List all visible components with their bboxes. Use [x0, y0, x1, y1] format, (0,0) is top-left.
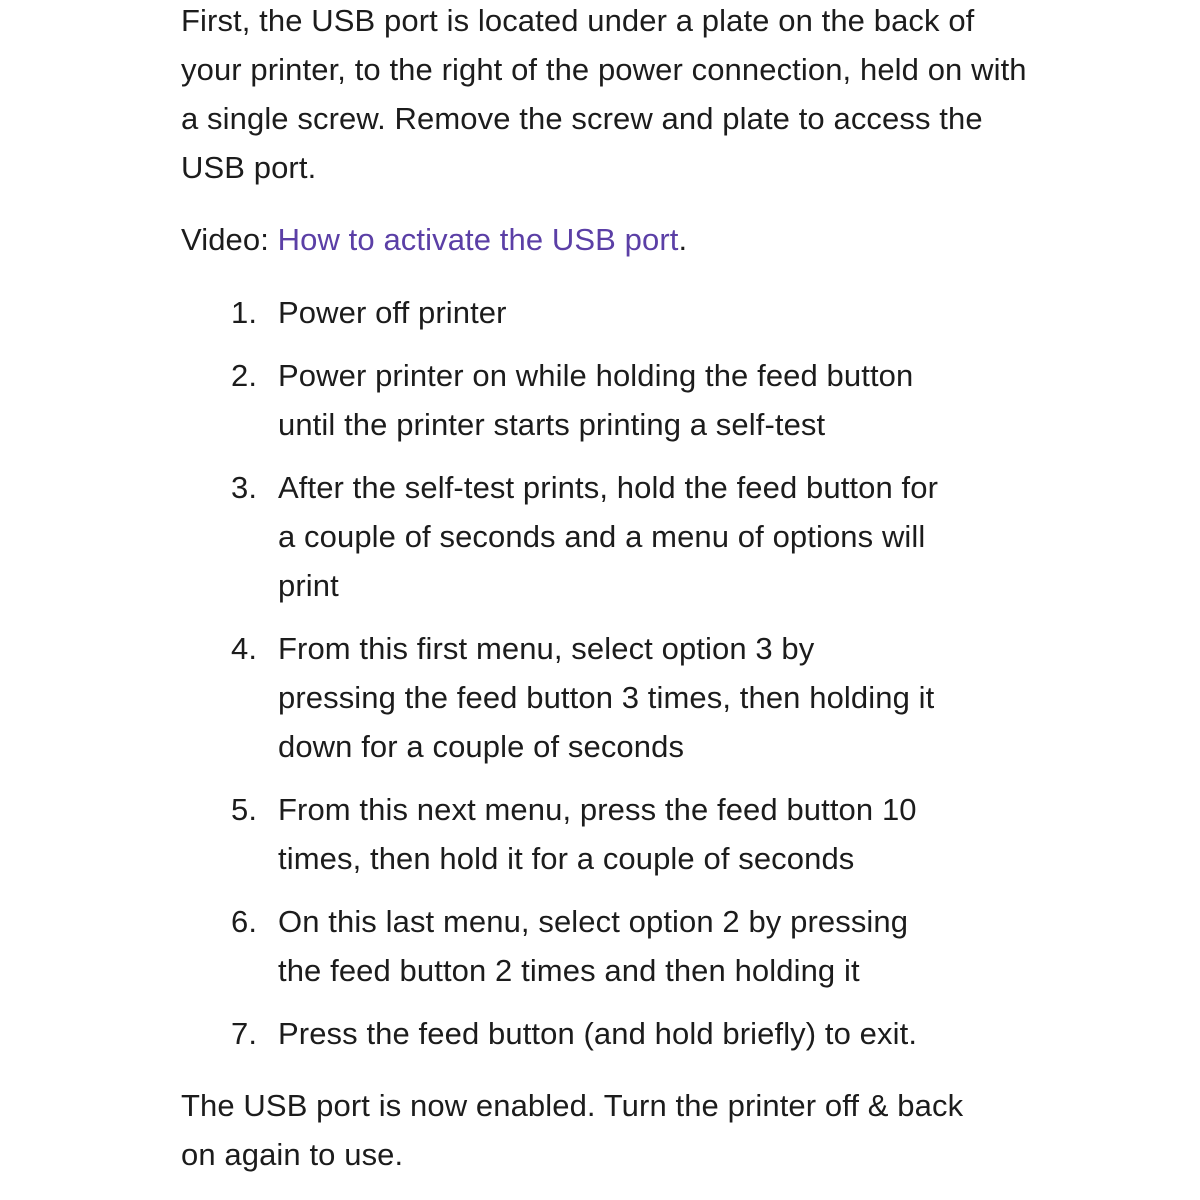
step-number: 1.: [231, 295, 258, 330]
step-item: [181, 288, 1041, 337]
step-item: [181, 897, 938, 995]
steps-list: [181, 288, 1041, 1072]
step-number: 4.: [231, 631, 258, 666]
step-number: 6.: [231, 904, 258, 939]
step-text: After the self-test prints, hold the feed button for a couple of seconds and a menu of options will print: [278, 470, 939, 603]
step-text: Power off printer: [278, 295, 507, 330]
video-line: [181, 215, 687, 264]
step-item: [181, 463, 938, 610]
outro-paragraph: The USB port is now enabled. Turn the printer off & back on again to use.: [181, 1088, 964, 1172]
video-link[interactable]: How to activate the USB port: [277, 222, 679, 257]
intro-paragraph: First, the USB port is located under a plate on the back of your printer, to the right of the power connection, held on with a single screw. Remove the screw and plate to access the USB port.: [181, 3, 1027, 185]
step-text: Press the feed button (and hold briefly) to exit.: [278, 1016, 918, 1051]
video-period: .: [678, 222, 688, 257]
step-item: [181, 1009, 998, 1058]
step-item: [181, 624, 938, 771]
article-body: [181, 0, 1041, 1172]
step-item: [181, 351, 918, 449]
step-text: From this first menu, select option 3 by pressing the feed button 3 times, then holding it down for a couple of seconds: [278, 631, 935, 764]
step-number: 3.: [231, 470, 258, 505]
step-text: From this next menu, press the feed button 10 times, then hold it for a couple of seconds: [278, 792, 917, 876]
step-number: 5.: [231, 792, 258, 827]
step-text: Power printer on while holding the feed button until the printer starts printing a self-test: [278, 358, 914, 442]
step-number: 2.: [231, 358, 258, 393]
step-number: 7.: [231, 1016, 258, 1051]
video-label: Video:: [181, 222, 278, 257]
step-text: On this last menu, select option 2 by pressing the feed button 2 times and then holding it: [278, 904, 909, 988]
step-item: [181, 785, 938, 883]
